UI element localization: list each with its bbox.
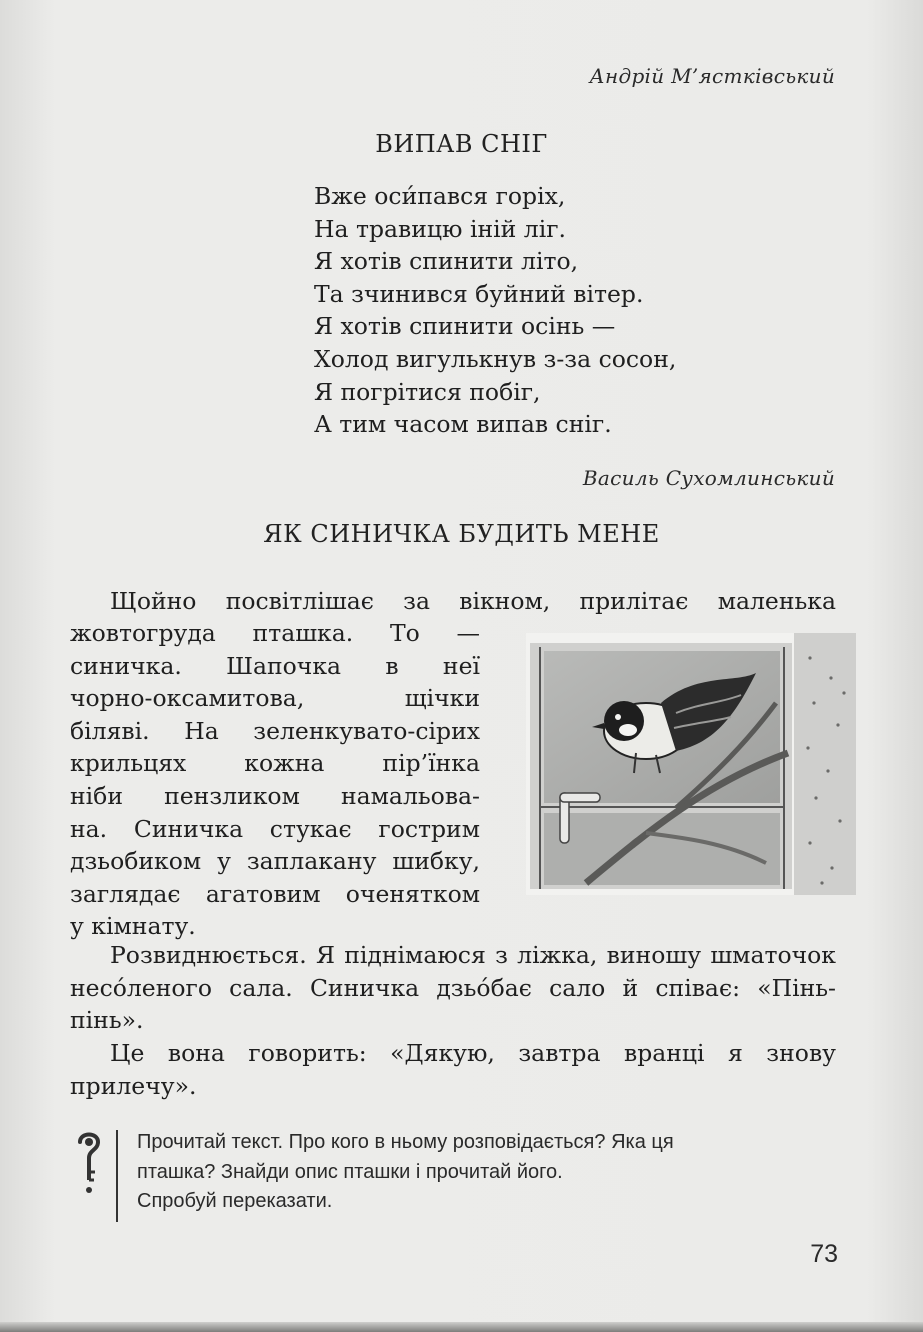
poem-line: На травицю іній ліг. [314,214,567,243]
task-line: пташка? Знайди опис пташки і прочитай його. [137,1160,563,1183]
page-bottom-edge [0,1322,923,1332]
story-line: крильцях кожна пір’їнка [70,749,480,778]
poem-line: Я хотів спинити осінь — [314,312,616,341]
story-line: синичка. Шапочка в неї [70,651,480,680]
story-first-line [70,585,836,618]
story-line: дзьобиком у заплакану шибку, [70,847,480,876]
poem-line: А тим часом випав сніг. [314,410,612,439]
story-line: чорно-оксамитова, щічки [70,684,480,713]
page-number: 73 [810,1240,838,1268]
story-title: ЯК СИНИЧКА БУДИТЬ МЕНЕ [263,520,660,548]
story-paragraph [70,939,836,1037]
poem-line: Та зчинився буйний вітер. [314,279,644,308]
task-divider [116,1130,118,1222]
task-instructions [137,1128,842,1217]
task-line: Прочитай текст. Про кого в ньому розповідається? Яка ця [137,1131,674,1153]
story-paragraph-text: Це вона говорить: «Дякую, завтра вранці я знову прилечу». [70,1039,836,1100]
poem-line: Вже оси́пався горіх, [314,182,566,210]
poem-author: Андрій М’ястківський [589,64,835,88]
poem-title: ВИПАВ СНІГ [375,130,548,158]
task-line: Спробуй переказати. [137,1190,333,1212]
story-line: ніби пензликом намальова- [70,781,480,810]
story-line: біляві. На зеленкувато-сірих [70,716,480,745]
story-line: на. Синичка стукає гострим [70,814,480,843]
poem-line: Я хотів спинити літо, [314,247,579,276]
poem-line: Холод вигулькнув з-за сосон, [314,344,677,373]
story-line: Щойно посвітлішає за вікном, прилітає маленька [110,587,836,615]
story-author: Василь Сухомлинський [582,466,835,490]
story-line: жовтогруда пташка. То — [70,619,480,647]
story-line: заглядає агатовим оченятком [70,879,480,908]
titmouse-on-window-illustration [526,633,856,895]
poem-line: Я погрітися побіг, [314,377,541,406]
poem-body [314,180,676,441]
story-paragraph [70,1037,836,1102]
question-key-icon [72,1128,106,1198]
story-line: у кімнату. [70,912,196,941]
story-paragraph-text: Розвиднюється. Я піднімаюся з ліжка, виношу шматочок несо́леного сала. Синичка дзьо́бає сало й співає: «Пінь-пінь». [70,941,836,1035]
story-wrapped-column [70,617,480,943]
